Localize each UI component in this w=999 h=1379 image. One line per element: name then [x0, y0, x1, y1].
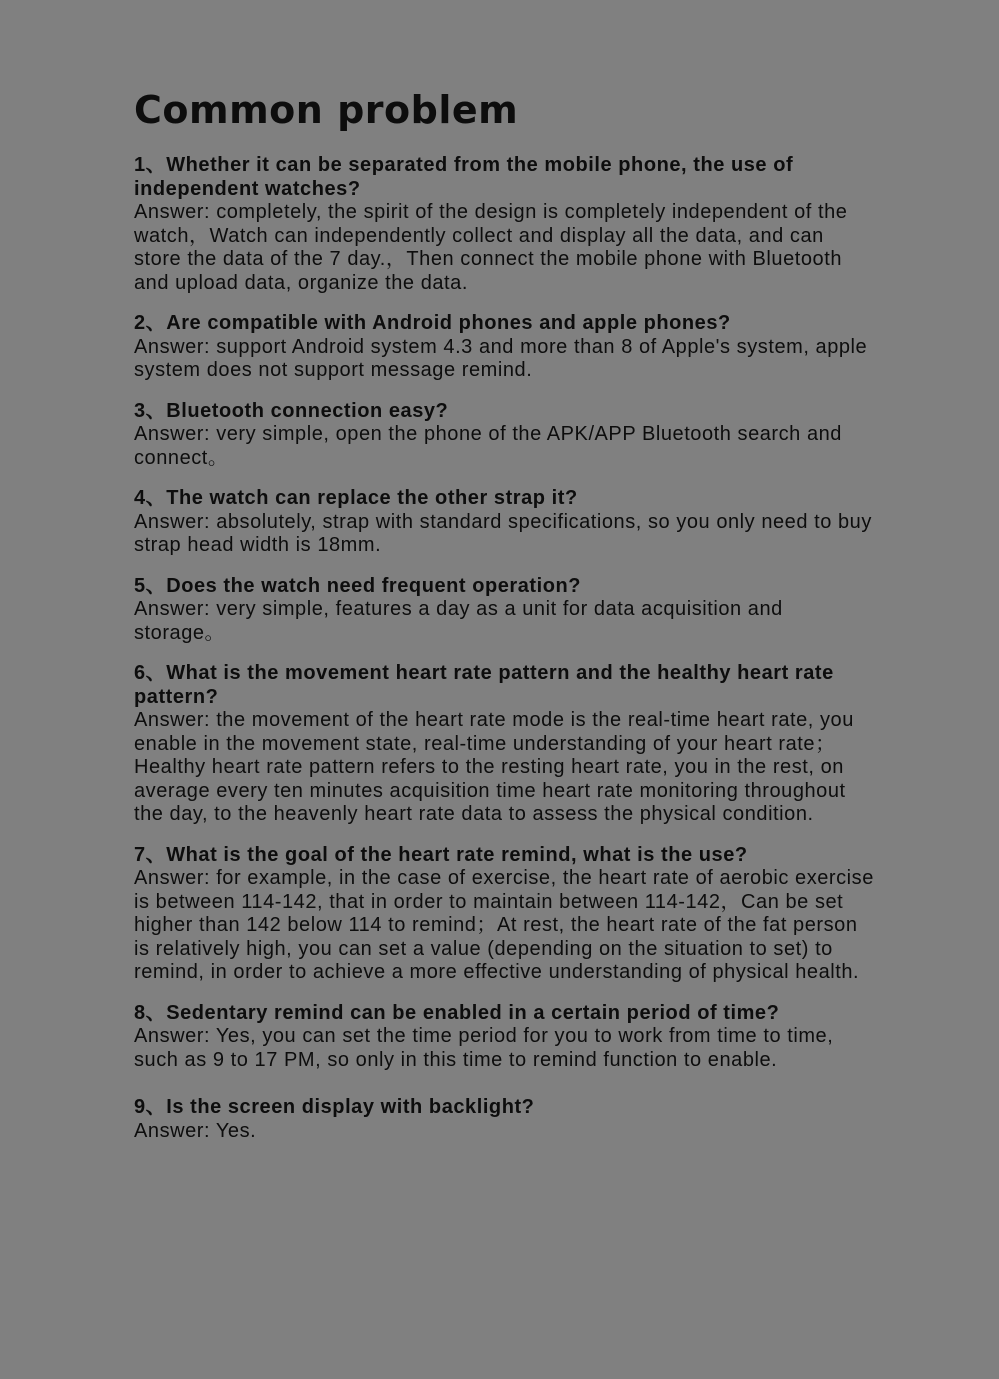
faq-item-3	[134, 400, 874, 471]
faq-item-4	[134, 487, 874, 558]
faq-answer: Answer: very simple, features a day as a unit for data acquisition and storage。	[134, 598, 783, 644]
faq-question: 5、Does the watch need frequent operation?	[134, 574, 582, 597]
faq-item-7	[134, 844, 874, 985]
faq-item-1	[134, 154, 874, 295]
faq-answer: Answer: Yes.	[134, 1119, 257, 1142]
faq-item-6	[134, 662, 874, 827]
faq-item-8	[134, 1002, 874, 1073]
faq-page	[134, 88, 874, 1160]
faq-answer: Answer: completely, the spirit of the design is completely independent of the watch，Watch can independently collect and display all the data, and can store the data of the 7 day.，Then connect the mobile phone with Bluetooth and upload data, organize the data.	[134, 201, 848, 294]
faq-question: 7、What is the goal of the heart rate remind, what is the use?	[134, 843, 748, 866]
faq-question: 9、Is the screen display with backlight?	[134, 1096, 535, 1118]
page-title: Common problem	[134, 88, 519, 132]
faq-item-9	[134, 1096, 874, 1143]
faq-answer: Answer: Yes, you can set the time period for you to work from time to time, such as 9 to 17 PM, so only in this time to remind function to enable.	[134, 1025, 834, 1071]
faq-answer: Answer: for example, in the case of exercise, the heart rate of aerobic exercise is between 114-142, that in order to maintain between 114-142，Can be set higher than 142 below 114 to remind；At rest, the heart rate of the fat person is relatively high, you can set a value (depending on the situation to set) to remind, in order to achieve a more effective understanding of physical health.	[134, 867, 874, 983]
faq-question: 8、Sedentary remind can be enabled in a certain period of time?	[134, 1001, 780, 1024]
faq-question: 2、Are compatible with Android phones and apple phones?	[134, 312, 731, 334]
faq-question: 6、What is the movement heart rate pattern and the healthy heart rate pattern?	[134, 662, 834, 708]
faq-question: 3、Bluetooth connection easy?	[134, 399, 449, 422]
faq-item-2	[134, 312, 874, 383]
faq-answer: Answer: support Android system 4.3 and more than 8 of Apple's system, apple system does not support message remind.	[134, 335, 868, 381]
faq-question: 4、The watch can replace the other strap it?	[134, 487, 578, 509]
faq-answer: Answer: the movement of the heart rate mode is the real-time heart rate, you enable in the movement state, real-time understanding of your heart rate；Healthy heart rate pattern refers to the resting heart rate, you in the rest, on average every ten minutes acquisition time heart rate monitoring throughout the day, to the heavenly heart rate data to assess the physical condition.	[134, 709, 854, 825]
faq-question: 1、Whether it can be separated from the mobile phone, the use of independent watches?	[134, 154, 794, 200]
faq-item-5	[134, 575, 874, 646]
faq-answer: Answer: absolutely, strap with standard specifications, so you only need to buy strap head width is 18mm.	[134, 510, 872, 556]
faq-answer: Answer: very simple, open the phone of the APK/APP Bluetooth search and connect。	[134, 423, 842, 469]
